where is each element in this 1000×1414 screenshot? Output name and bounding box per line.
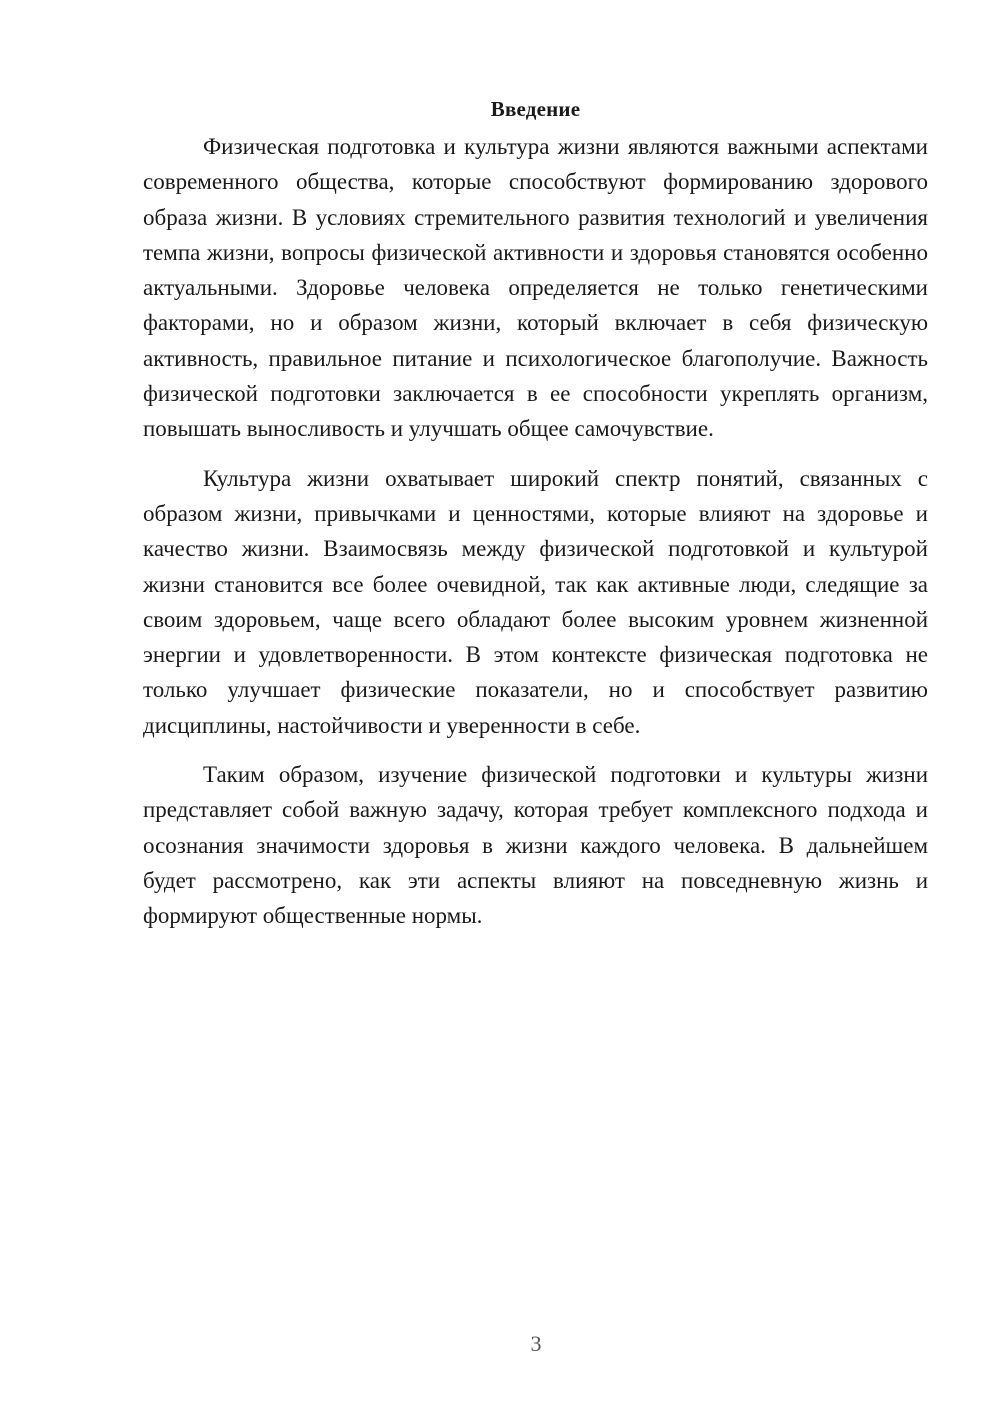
page-number: 3 — [530, 1331, 542, 1356]
page-content — [143, 92, 928, 948]
paragraph-2: Культура жизни охватывает широкий спектр понятий, связанных с образом жизни, привычками и ценностями, которые влияют на здоровье и качество жизни. Взаимосвязь между физической подготовкой и культурой жизни становится все более очевидной, так как активные люди, следящие за своим здоровьем, чаще всего обладают более высоким уровнем жизненной энергии и удовлетворенности. В этом контексте физическая подготовка не только улучшает физические показатели, но и способствует развитию дисциплины, настойчивости и уверенности в себе. — [143, 465, 928, 738]
section-title: Введение — [490, 97, 581, 121]
paragraph-3: Таким образом, изучение физической подготовки и культуры жизни представляет собой важную задачу, которая требует комплексного подхода и осознания значимости здоровья в жизни каждого человека. В дальнейшем будет рассмотрено, как эти аспекты влияют на повседневную жизнь и формируют общественные нормы. — [143, 762, 928, 929]
paragraph-1: Физическая подготовка и культура жизни являются важными аспектами современного общества, которые способствуют формированию здорового образа жизни. В условиях стремительного развития технологий и увеличения темпа жизни, вопросы физической активности и здоровья становятся особенно актуальными. Здоровье человека определяется не только генетическими факторами, но и образом жизни, который включает в себя физическую активность, правильное питание и психологическое благополучие. Важность физической подготовки заключается в ее способности укреплять организм, повышать выносливость и улучшать общее самочувствие. — [143, 134, 928, 442]
